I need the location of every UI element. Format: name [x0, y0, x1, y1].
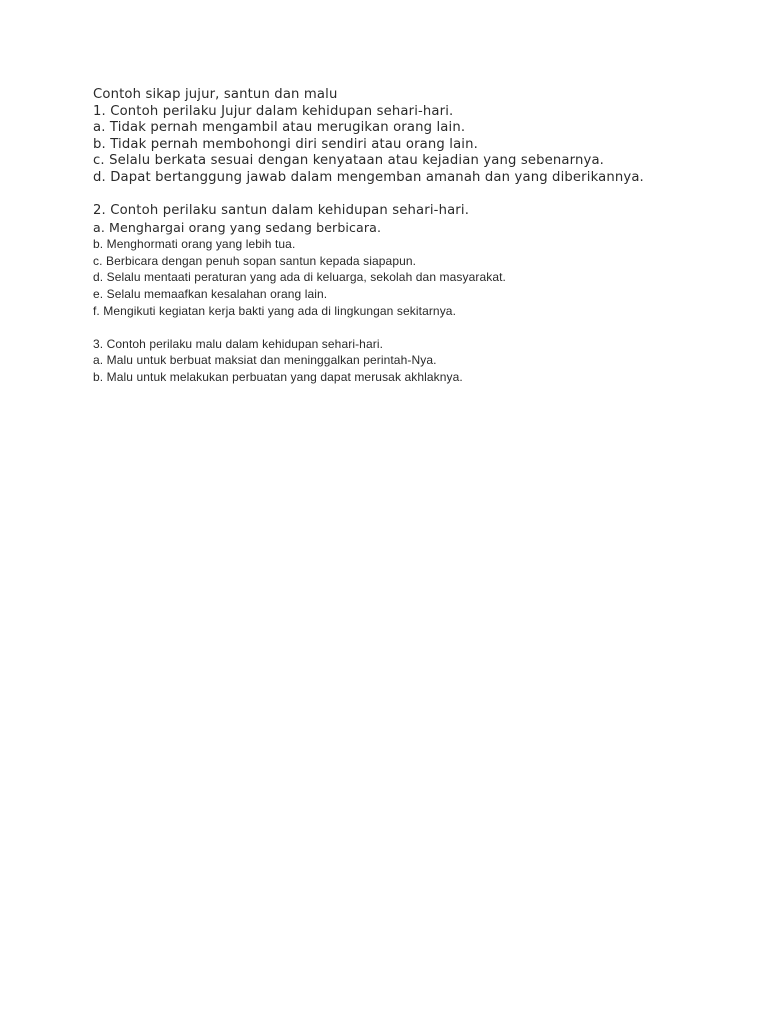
list-item: a. Menghargai orang yang sedang berbicara.: [93, 219, 382, 235]
list-item: d. Dapat bertanggung jawab dalam mengemban amanah dan yang diberikannya.: [93, 169, 644, 185]
list-item: c. Selalu berkata sesuai dengan kenyataan atau kejadian yang sebenarnya.: [93, 153, 605, 169]
list-item: e. Selalu memaafkan kesalahan orang lain.: [93, 286, 328, 301]
section-santun: [93, 203, 733, 319]
section-heading: 1. Contoh perilaku Jujur dalam kehidupan sehari-hari.: [93, 103, 454, 119]
list-item: b. Tidak pernah membohongi diri sendiri atau orang lain.: [93, 136, 478, 152]
list-item: b. Malu untuk melakukan perbuatan yang dapat merusak akhlaknya.: [93, 369, 463, 384]
list-item: b. Menghormati orang yang lebih tua.: [93, 237, 296, 252]
list-item: a. Malu untuk berbuat maksiat dan meninggalkan perintah-Nya.: [93, 353, 437, 368]
section-jujur: [93, 104, 733, 187]
list-item: f. Mengikuti kegiatan kerja bakti yang ada di lingkungan sekitarnya.: [93, 303, 457, 318]
section-heading: 3. Contoh perilaku malu dalam kehidupan sehari-hari.: [93, 336, 384, 351]
paragraph-spacer: [93, 319, 733, 335]
paragraph-spacer: [93, 187, 733, 203]
document-title: Contoh sikap jujur, santun dan malu: [93, 87, 338, 102]
section-malu: [93, 336, 733, 386]
list-item: a. Tidak pernah mengambil atau merugikan orang lain.: [93, 120, 466, 136]
section-heading: 2. Contoh perilaku santun dalam kehidupan sehari-hari.: [93, 202, 470, 218]
list-item: c. Berbicara dengan penuh sopan santun kepada siapapun.: [93, 253, 417, 268]
list-item: d. Selalu mentaati peraturan yang ada di keluarga, sekolah dan masyarakat.: [93, 270, 506, 285]
document-body: [93, 87, 733, 385]
